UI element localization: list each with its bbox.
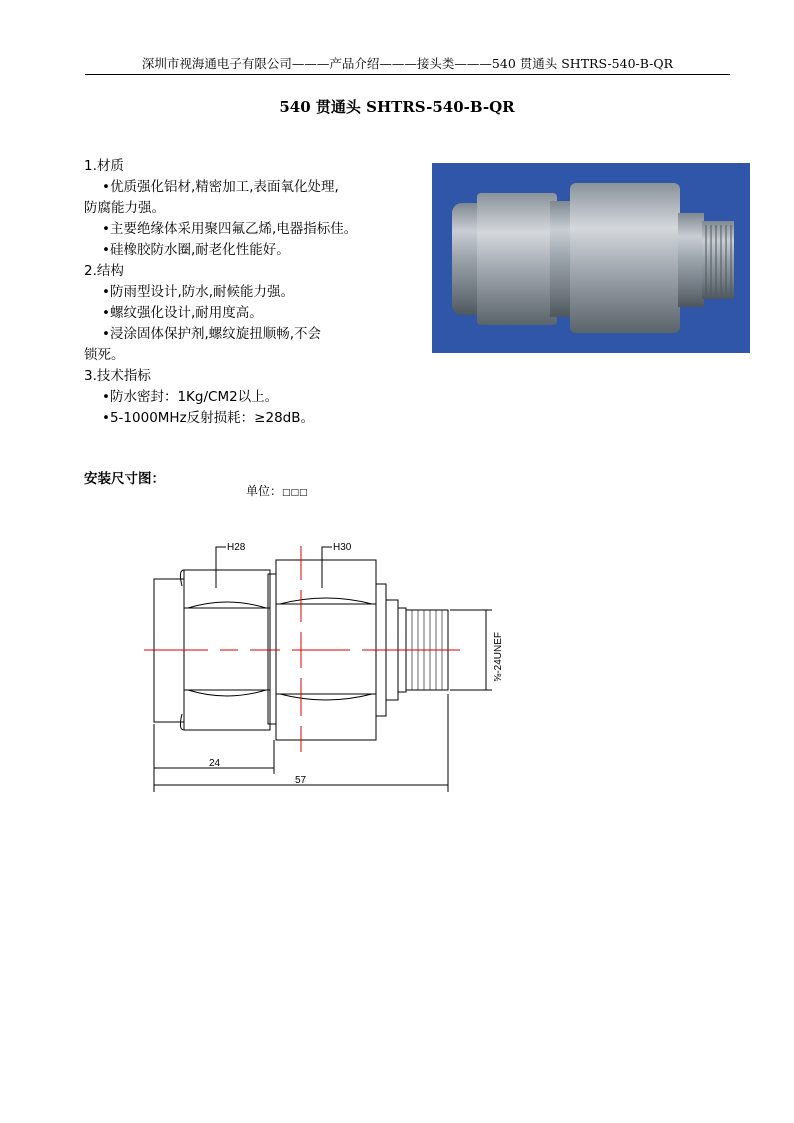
dim-24: 24 xyxy=(209,758,221,769)
label-h28: H28 xyxy=(227,542,246,553)
unit-label xyxy=(246,482,308,499)
list-item: 防腐能力强。 xyxy=(84,200,165,216)
product-photo xyxy=(432,163,750,353)
list-item: •螺纹强化设计,耐用度高。 xyxy=(102,305,263,321)
list-item: •浸涂固体保护剂,螺纹旋扭顺畅,不会 xyxy=(102,326,322,342)
list-item: •主要绝缘体采用聚四氟乙烯,电器指标佳。 xyxy=(102,221,358,237)
section-heading-structure: 2.结构 xyxy=(84,263,124,279)
section-heading-specs: 3.技术指标 xyxy=(84,368,151,384)
list-item: •硅橡胶防水圈,耐老化性能好。 xyxy=(102,242,290,258)
list-item: •优质强化铝材,精密加工,表面氧化处理, xyxy=(102,179,339,195)
section-heading-material: 1.材质 xyxy=(84,158,124,174)
list-item: 锁死。 xyxy=(84,347,125,363)
dim-57: 57 xyxy=(295,775,307,786)
list-item: •防雨型设计,防水,耐候能力强。 xyxy=(102,284,295,300)
label-thread: ⅝-24UNEF xyxy=(493,631,504,682)
page-title: 540 贯通头 SHTRS-540-B-QR xyxy=(279,98,515,116)
page-header: 深圳市视海通电子有限公司———产品介绍———接头类———540 贯通头 SHTRS-540-B-QR xyxy=(85,56,730,75)
spec-list xyxy=(84,156,424,429)
unit-label-text: 单位： xyxy=(246,484,283,498)
unit-value: □□□ xyxy=(282,488,308,498)
label-h30: H30 xyxy=(333,542,352,553)
install-drawing-label: 安装尺寸图： xyxy=(84,471,165,487)
installation-drawing xyxy=(130,530,530,800)
list-item: •5-1000MHz反射损耗：≥28dB。 xyxy=(102,410,314,426)
list-item: •防水密封：1Kg/CM2以上。 xyxy=(102,389,279,405)
